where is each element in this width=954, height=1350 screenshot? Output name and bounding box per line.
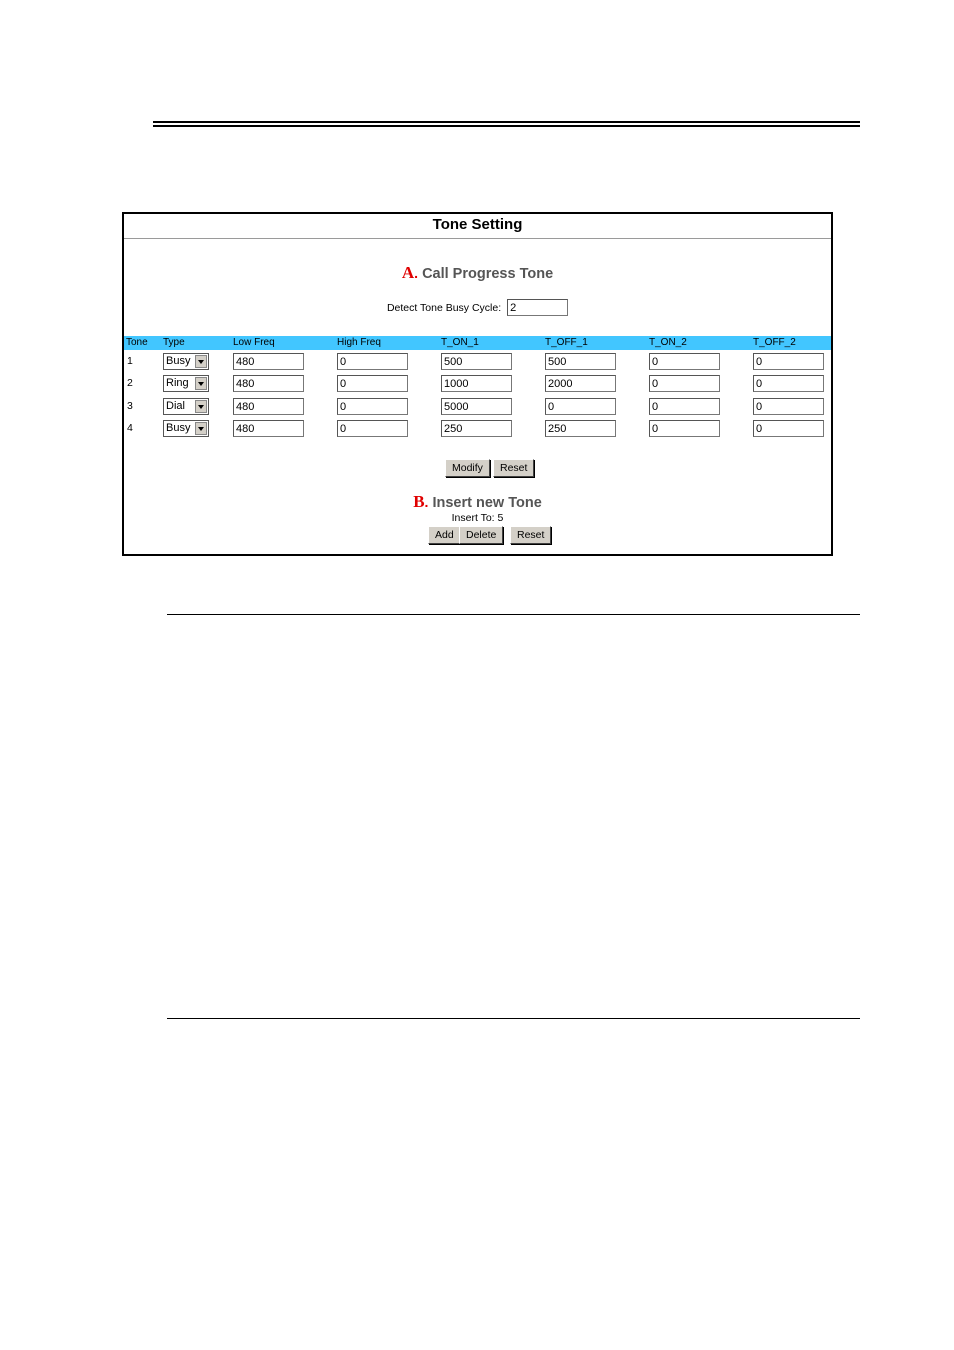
high-freq-input[interactable] [337, 420, 408, 437]
low-freq-input[interactable] [233, 420, 304, 437]
section-divider-1 [167, 614, 860, 615]
t-on-1-input[interactable] [441, 353, 512, 370]
section-b-marker: B [413, 492, 425, 511]
t-off-1-input[interactable] [545, 420, 616, 437]
tone-setting-panel [122, 212, 833, 556]
tone-index: 3 [127, 400, 133, 412]
tone-index: 1 [127, 355, 133, 367]
tone-table [124, 336, 831, 434]
section-b-heading: B. Insert new Tone [413, 492, 542, 511]
t-on-2-input[interactable] [649, 353, 720, 370]
busy-cycle-input[interactable] [507, 299, 568, 316]
t-off-2-input[interactable] [753, 420, 824, 437]
col-t-on-2: T_ON_2 [649, 337, 687, 348]
modify-button[interactable]: Modify [445, 459, 490, 477]
t-on-1-input[interactable] [441, 420, 512, 437]
t-off-1-input[interactable] [545, 375, 616, 392]
col-low-freq: Low Freq [233, 337, 275, 348]
t-on-2-input[interactable] [649, 375, 720, 392]
reset-button[interactable]: Reset [493, 459, 534, 477]
col-tone: Tone [126, 337, 148, 348]
table-row [124, 397, 831, 417]
col-type: Type [163, 337, 185, 348]
tone-type-select[interactable]: Busy [163, 420, 209, 437]
top-double-rule [153, 121, 860, 127]
high-freq-input[interactable] [337, 398, 408, 415]
reset-insert-button[interactable]: Reset [510, 526, 551, 544]
insert-to-label: Insert To: 5 [451, 512, 504, 524]
panel-title: Tone Setting [432, 216, 523, 233]
tone-type-select[interactable]: Busy [163, 353, 209, 370]
busy-cycle-label: Detect Tone Busy Cycle: [386, 301, 502, 314]
t-on-1-input[interactable] [441, 375, 512, 392]
t-on-2-input[interactable] [649, 420, 720, 437]
section-a-marker: A [401, 263, 415, 282]
col-t-off-2: T_OFF_2 [753, 337, 796, 348]
t-off-1-input[interactable] [545, 398, 616, 415]
section-a-heading: A. Call Progress Tone [401, 263, 554, 282]
t-off-2-input[interactable] [753, 353, 824, 370]
low-freq-input[interactable] [233, 375, 304, 392]
chevron-down-icon[interactable] [195, 355, 207, 368]
tone-type-select[interactable]: Ring [163, 375, 209, 392]
section-divider-2 [167, 1018, 860, 1019]
table-header [124, 336, 831, 350]
table-row [124, 419, 831, 439]
high-freq-input[interactable] [337, 353, 408, 370]
t-on-1-input[interactable] [441, 398, 512, 415]
chevron-down-icon[interactable] [195, 422, 207, 435]
t-off-2-input[interactable] [753, 375, 824, 392]
col-t-on-1: T_ON_1 [441, 337, 479, 348]
tone-index: 2 [127, 377, 133, 389]
table-row [124, 352, 831, 372]
low-freq-input[interactable] [233, 353, 304, 370]
section-b-title: Insert new Tone [432, 495, 542, 511]
chevron-down-icon[interactable] [195, 400, 207, 413]
section-a-title: Call Progress Tone [422, 266, 554, 282]
col-t-off-1: T_OFF_1 [545, 337, 588, 348]
tone-index: 4 [127, 422, 133, 434]
t-off-1-input[interactable] [545, 353, 616, 370]
delete-button[interactable]: Delete [459, 526, 503, 544]
tone-type-select[interactable]: Dial [163, 398, 209, 415]
add-button[interactable]: Add [428, 526, 461, 544]
low-freq-input[interactable] [233, 398, 304, 415]
table-row [124, 374, 831, 394]
high-freq-input[interactable] [337, 375, 408, 392]
busy-cycle-row [124, 299, 831, 316]
t-off-2-input[interactable] [753, 398, 824, 415]
col-high-freq: High Freq [337, 337, 381, 348]
chevron-down-icon[interactable] [195, 377, 207, 390]
t-on-2-input[interactable] [649, 398, 720, 415]
title-divider [124, 238, 831, 239]
